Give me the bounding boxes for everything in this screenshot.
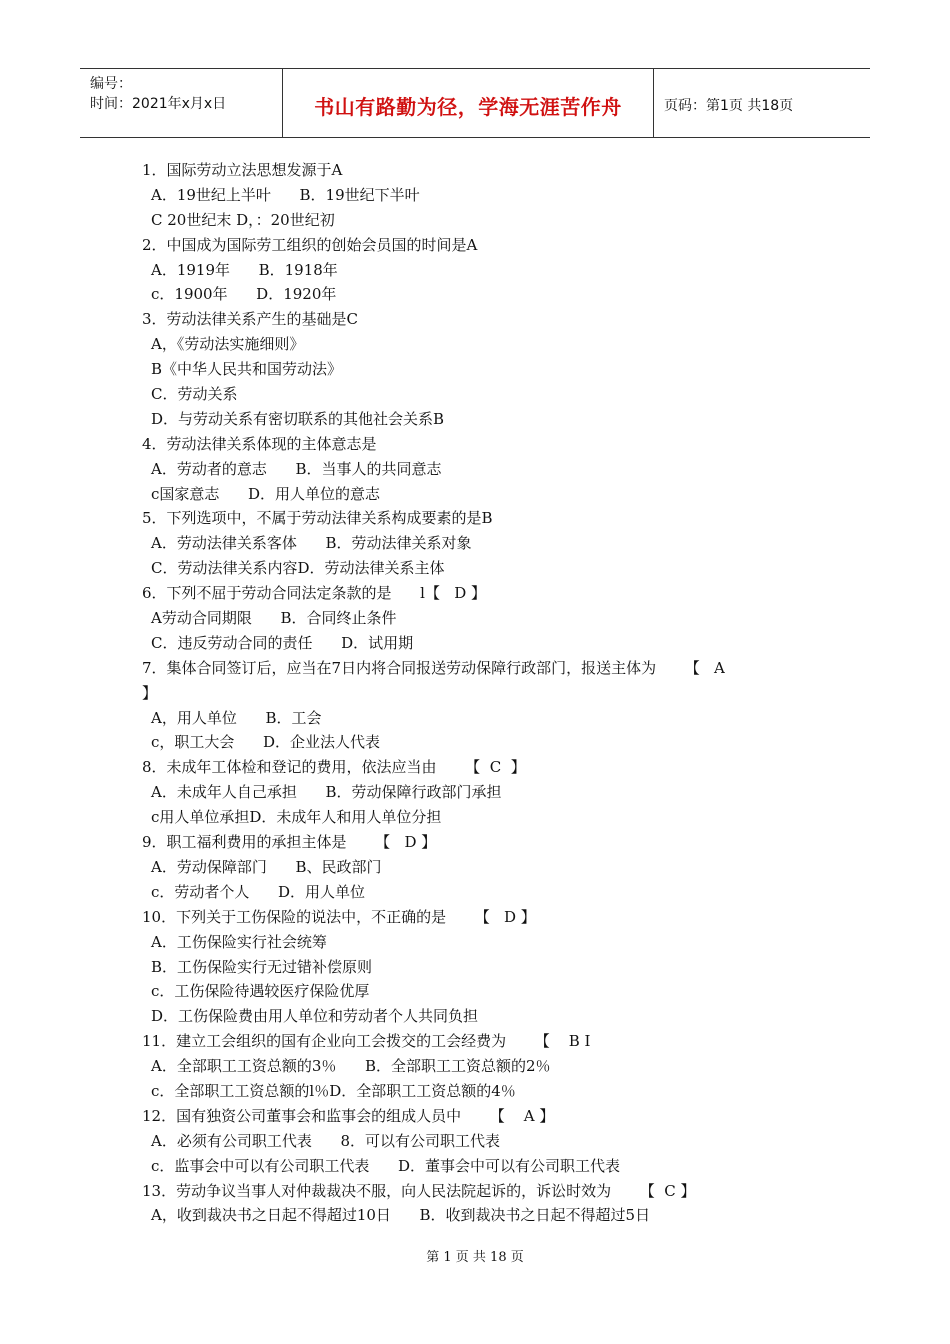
answer-option-line: c国家意志 D．用人单位的意志 [151,484,381,503]
answer-option-line: A．全部职工工资总额的3％ B．全部职工工资总额的2％ [151,1057,551,1076]
answer-option-line: c．全部职工工资总额的l％D．全部职工工资总额的4％ [151,1081,516,1100]
question-line: 11．建立工会组织的国有企业向工会拨交的工会经费为 【 B I [142,1032,591,1051]
answer-option-line: A．1919年 B．1918年 [151,260,338,279]
header-meta-cell [80,69,283,137]
answer-option-line: A．劳动法律关系客体 B．劳动法律关系对象 [151,534,472,553]
question-line: 5．下列选项中，不属于劳动法律关系构成要素的是B [142,509,493,528]
answer-option-line: c．劳动者个人 D．用人单位 [151,882,366,901]
question-line: 3．劳动法律关系产生的基础是C [142,310,359,329]
answer-option-line: c．工伤保险待遇较医疗保险优厚 [151,982,370,1001]
answer-option-line: c．监事会中可以有公司职工代表 D．董事会中可以有公司职工代表 [151,1156,621,1175]
question-line: 13．劳动争议当事人对仲裁裁决不服，向人民法院起诉的，诉讼时效为 【 C 】 [142,1181,696,1200]
time-label: 时间：2021年x月x日 [90,96,227,112]
answer-option-line: A劳动合同期限 B．合同终止条件 [151,609,397,628]
question-line: 12．国有独资公司董事会和监事会的组成人员中 【 A 】 [142,1106,555,1125]
answer-option-line: C．劳动关系 [151,385,238,404]
answer-option-line: B《中华人民共和国劳动法》 [151,360,343,379]
answer-option-line: c用人单位承担D．未成年人和用人单位分担 [151,808,442,827]
header-motto: 书山有路勤为径，学海无涯苦作舟 [314,95,622,119]
answer-option-line: A．工伤保险实行社会统筹 [151,932,327,951]
answer-option-line: A．劳动者的意志 B．当事人的共同意志 [151,459,442,478]
answer-option-line: A，用人单位 B．工会 [151,708,322,727]
question-line: 】 [142,683,158,702]
question-line: 4．劳动法律关系体现的主体意志是 [142,434,377,453]
question-line: 7．集体合同签订后，应当在7日内将合同报送劳动保障行政部门，报送主体为 【 A [142,658,725,677]
answer-option-line: C 20世纪末 D，：20世纪初 [151,210,335,229]
answer-option-line: A．19世纪上半叶 B．19世纪下半叶 [151,185,420,204]
question-line: 2．中国成为国际劳工组织的创始会员国的时间是A [142,235,478,254]
header-page-cell [654,69,870,137]
answer-option-line: D．与劳动关系有密切联系的其他社会关系B [151,409,445,428]
question-line: 8．未成年工体检和登记的费用，依法应当由 【 C 】 [142,758,526,777]
serial-label: 编号： [90,76,132,92]
question-line: 6．下列不屈于劳动合同法定条款的是 l【 D 】 [142,584,487,603]
document-body [142,158,822,1228]
question-line: 10．下列关于工伤保险的说法中，不正确的是 【 D 】 [142,907,536,926]
answer-option-line: A．劳动保障部门 B、民政部门 [151,857,382,876]
answer-option-line: A，收到裁决书之日起不得超过10日 B．收到裁决书之日起不得超过5日 [151,1206,651,1225]
header-motto-cell [283,69,654,137]
answer-option-line: C．违反劳动合同的责任 D．试用期 [151,633,414,652]
answer-option-line: B．工伤保险实行无过错补偿原则 [151,957,373,976]
answer-option-line: c，职工大会 D．企业法人代表 [151,733,381,752]
answer-option-line: D．工伤保险费由用人单位和劳动者个人共同负担 [151,1007,479,1026]
answer-option-line: C．劳动法律关系内容D．劳动法律关系主体 [151,559,445,578]
answer-option-line: A，《劳动法实施细则》 [151,335,305,354]
header-page-info: 页码：第1页 共18页 [664,98,794,114]
answer-option-line: A．未成年人自己承担 B．劳动保障行政部门承担 [151,783,502,802]
answer-option-line: A．必须有公司职工代表 8．可以有公司职工代表 [151,1131,500,1150]
question-line: 1．国际劳动立法思想发源于A [142,161,343,179]
page-footer: 第 1 页 共 18 页 [426,1250,524,1265]
question-line: 9．职工福利费用的承担主体是 【 D 】 [142,833,437,852]
page-header [80,68,870,138]
answer-option-line: c．1900年 D．1920年 [151,285,337,304]
